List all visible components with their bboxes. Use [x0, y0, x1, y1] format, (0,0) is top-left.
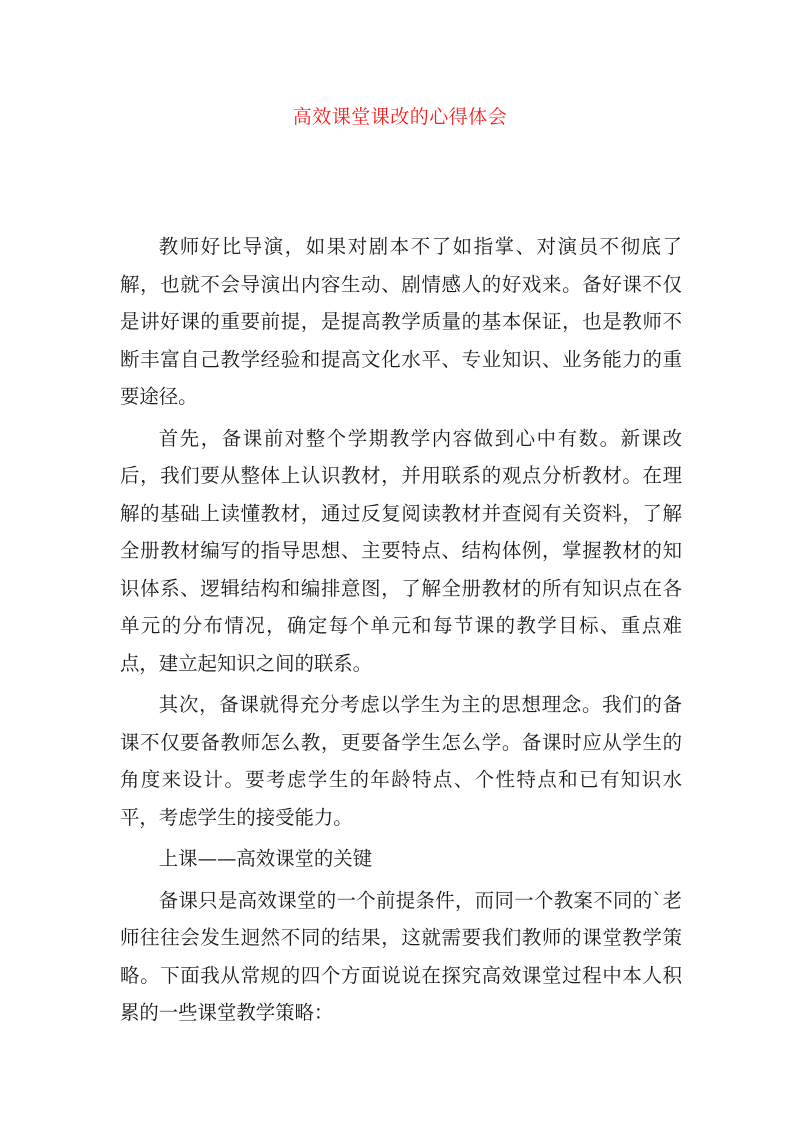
document-body [120, 228, 682, 1036]
paragraph-3: 其次，备课就得充分考虑以学生为主的思想理念。我们的备课不仅要备教师怎么教，更要备学生怎么学。备课时应从学生的角度来设计。要考虑学生的年龄特点、个性特点和已有知识水平，考虑学生的接受能力。 [120, 693, 682, 829]
paragraph-2: 首先，备课前对整个学期教学内容做到心中有数。新课改后，我们要从整体上认识教材，并用联系的观点分析教材。在理解的基础上读懂教材，通过反复阅读教材并查阅有关资料，了解全册教材编写的指导思想、主要特点、结构体例，掌握教材的知识体系、逻辑结构和编排意图，了解全册教材的所有知识点在各单元的分布情况，确定每个单元和每节课的教学目标、重点难点，建立起知识之间的联系。 [120, 426, 682, 675]
paragraph-1: 教师好比导演，如果对剧本不了如指掌、对演员不彻底了解，也就不会导演出内容生动、剧情感人的好戏来。备好课不仅是讲好课的重要前提，是提高教学质量的基本保证，也是教师不断丰富自己教学经验和提高文化水平、专业知识、业务能力的重要途径。 [120, 235, 682, 408]
section-heading: 上课——高效课堂的关键 [158, 847, 373, 870]
paragraph-4: 备课只是高效课堂的一个前提条件，而同一个教案不同的`老师往往会发生迥然不同的结果，这就需要我们教师的课堂教学策略。下面我从常规的四个方面说说在探究高效课堂过程中本人积累的一些课堂教学策略： [120, 888, 682, 1024]
document-title: 高效课堂课改的心得体会 [292, 106, 508, 128]
